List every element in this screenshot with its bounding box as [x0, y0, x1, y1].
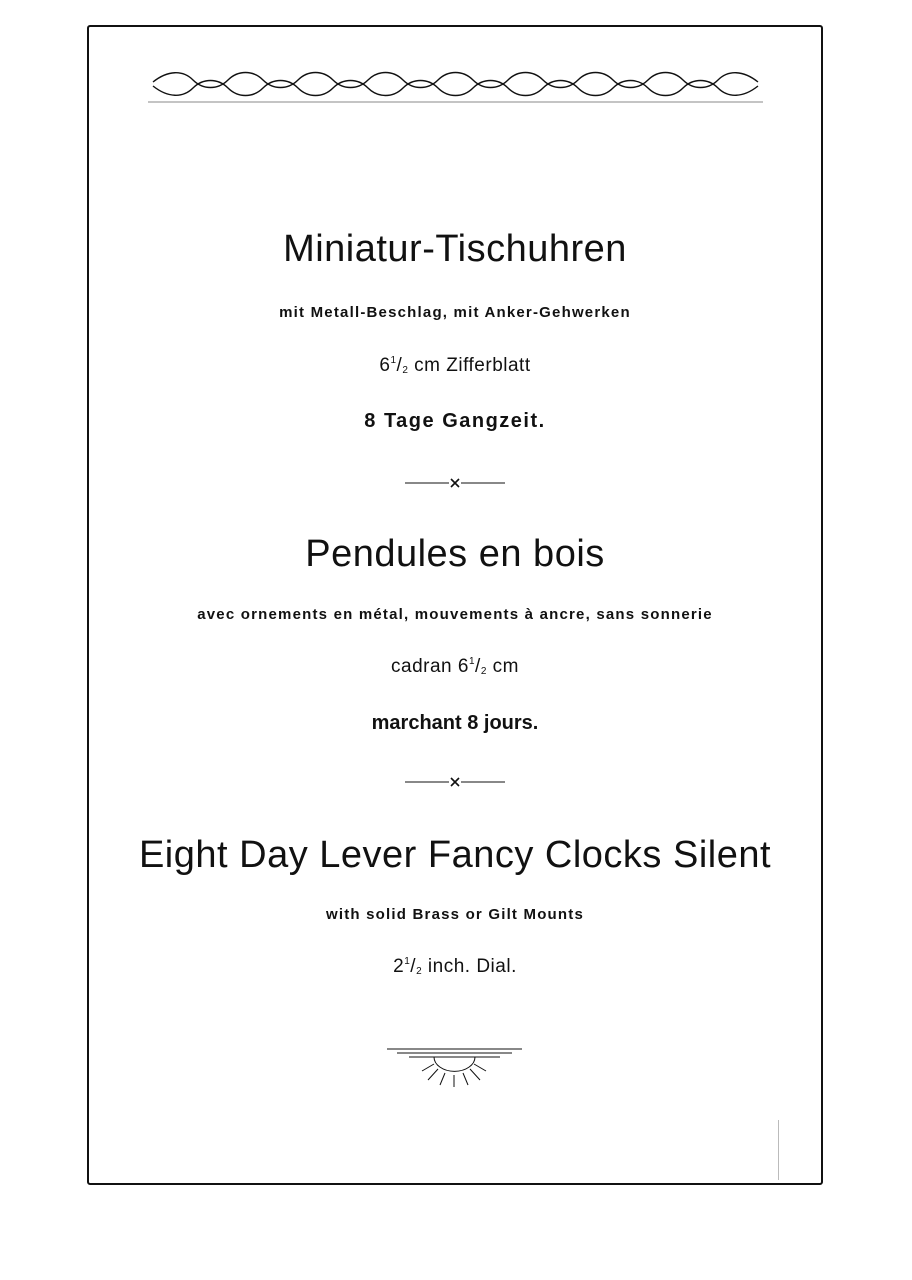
running-time-french: marchant 8 jours.: [371, 712, 539, 734]
scroll-ornament-header: [148, 68, 763, 108]
dial-size-french: cadran $6^1/_2$ cm: [391, 656, 519, 677]
section-subtitle-english: with solid Brass or Gilt Mounts: [325, 906, 585, 923]
cross-separator-icon: [405, 477, 505, 489]
dial-size-english: $2^1/_2$ inch. Dial.: [393, 956, 517, 977]
dial-size-german: $6^1/_2$ cm Zifferblatt: [379, 355, 531, 376]
sunburst-ornament-icon: [387, 1043, 522, 1088]
section-subtitle-french: avec ornements en métal, mouvements à ancre, sans sonnerie: [197, 606, 713, 623]
section-title-german: Miniatur-Tischuhren: [283, 228, 627, 270]
section-title-english: Eight Day Lever Fancy Clocks Silent: [138, 834, 772, 876]
section-title-french: Pendules en bois: [305, 533, 605, 575]
cross-separator-icon: [405, 776, 505, 788]
scan-line: [778, 1120, 779, 1180]
section-subtitle-german: mit Metall-Beschlag, mit Anker-Gehwerken: [279, 304, 631, 321]
running-time-german: 8 Tage Gangzeit.: [364, 410, 546, 432]
page-border: [87, 25, 823, 1185]
